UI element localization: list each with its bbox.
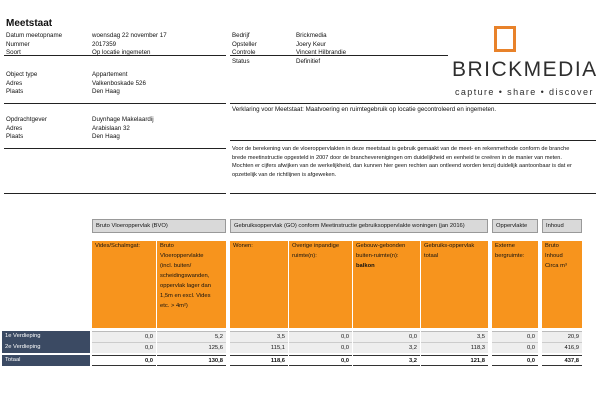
paragraph-line: Voor de berekening van de vloeroppervlakten in deze meetstaat is gebruik gemaakt van de meet- en rekenmethode conform de branche (232, 146, 570, 152)
field-label: Bedrijf (232, 32, 250, 39)
header-inhoud: Inhoud (542, 219, 582, 233)
table-cell: 416,9 (542, 342, 582, 353)
field-value: Vincent Hilbrandie (296, 49, 347, 56)
field-label: Status (232, 57, 250, 65)
field-value: Duynhage Makelaardij (92, 116, 154, 123)
table-cell: 0,0 (92, 331, 156, 342)
column-header-line: Vides/Schalmgat: (95, 243, 141, 249)
col-wonen (230, 241, 288, 328)
table-cell: 0,0 (289, 355, 352, 366)
divider (4, 55, 226, 56)
field-value: Joery Keur (296, 40, 326, 48)
column-header-bold: balkon (356, 263, 375, 269)
table-cell: 20,9 (542, 331, 582, 342)
column-header-line: Bruto (160, 243, 174, 249)
field-value: Op locatie ingemeten (92, 49, 151, 56)
column-header-line: ruimte(n): (292, 253, 317, 259)
field-value: Den Haag (92, 133, 120, 140)
col-vides (92, 241, 156, 328)
field-value: woensdag 22 november 17 (92, 32, 167, 39)
column-header-line: etc. > 4m²) (160, 303, 188, 309)
divider (230, 140, 596, 141)
field-label: Adres (6, 79, 23, 87)
column-header-line: Vloeroppervlakte (160, 253, 204, 259)
table-cell: 125,6 (157, 342, 226, 353)
column-header-line: bergruimte: (495, 253, 525, 259)
column-header-line: oppervlak lager dan (160, 283, 211, 289)
field-value: Appartement (92, 71, 128, 78)
table-cell: 437,8 (542, 355, 582, 366)
divider (4, 193, 226, 194)
table-cell: 3,5 (230, 331, 288, 342)
table-cell: 130,8 (157, 355, 226, 366)
column-header-line: Inhoud (545, 253, 563, 259)
column-header-line: Gebruiks-oppervlak (424, 243, 475, 249)
field-label: Adres (6, 124, 23, 132)
col-inhoud (542, 241, 582, 328)
col-gebouw (353, 241, 420, 328)
paragraph-line: Mochten er cijfers afwijken van de werkelijkheid, dan kunnen hier geen rechten aan ontleend worden tenzij duidelijk aantoonbaar is dat er (232, 163, 572, 170)
column-header-line: Wonen: (233, 243, 253, 249)
column-header-line: totaal (424, 253, 439, 259)
table-cell: 0,0 (492, 331, 538, 342)
paragraph-line: brede meetinstructie opgesteld in 2007 door de brancheverenigingen om duidelijkheid en eenheid te creëren in de manier van meten. (232, 154, 562, 161)
table-cell: 3,2 (353, 342, 420, 353)
col-overige (289, 241, 352, 328)
row-label: 1e Verdieping (2, 331, 90, 342)
table-cell: 115,1 (230, 342, 288, 353)
divider (230, 193, 596, 194)
column-header-line: 1,5m en excl. Vides (160, 293, 211, 299)
field-value: 2017359 (92, 40, 117, 48)
table-cell: 3,5 (421, 331, 488, 342)
logo-tagline: capture • share • discover (455, 87, 594, 97)
col-externe (492, 241, 538, 328)
table-cell: 0,0 (92, 342, 156, 353)
column-header-line: Externe (495, 243, 515, 249)
field-label: Opdrachtgever (6, 116, 47, 123)
row-label: Totaal (2, 355, 90, 366)
paragraph-line: opzettelijk van de richtlijnen is afgeweken. (232, 171, 337, 178)
table-cell: 0,0 (492, 342, 538, 353)
divider (230, 55, 448, 56)
field-value: Den Haag (92, 88, 120, 95)
field-label: Soort (6, 49, 21, 56)
col-bruto (157, 241, 226, 328)
header-oppervlakte: Oppervlakte (492, 219, 538, 233)
table-cell: 3,2 (353, 355, 420, 366)
verklaring-text: Verklaring voor Meetstaat: Maatvoering en ruimtegebruik op locatie gecontroleerd en ingemeten. (232, 106, 497, 113)
field-label: Controle (232, 49, 256, 56)
table-cell: 118,6 (230, 355, 288, 366)
logo-wordmark: BRICKMEDIA (452, 58, 598, 81)
table-cell: 0,0 (353, 331, 420, 342)
page-title: Meetstaat (6, 18, 53, 29)
row-label: 2e Verdieping (2, 342, 90, 353)
column-header-line: Circa m³ (545, 263, 567, 269)
field-label: Nummer (6, 40, 30, 48)
divider (230, 103, 596, 104)
table-cell: 5,2 (157, 331, 226, 342)
column-header-line: buiten-ruimte(n): (356, 253, 399, 259)
field-value: Arabislaan 32 (92, 124, 130, 132)
field-label: Datum meetopname (6, 32, 63, 39)
header-bvo: Bruto Vloeroppervlak (BVO) (92, 219, 226, 233)
field-label: Opsteller (232, 40, 257, 48)
column-header-line: Gebouw-gebonden (356, 243, 406, 249)
field-label: Plaats (6, 133, 24, 140)
field-label: Plaats (6, 88, 24, 95)
table-cell: 0,0 (289, 331, 352, 342)
table-cell: 0,0 (289, 342, 352, 353)
field-value: Brickmedia (296, 32, 327, 39)
field-value: Valkenboskade 526 (92, 79, 146, 87)
explanation-paragraph (232, 145, 594, 179)
divider (4, 148, 226, 149)
col-gebruik (421, 241, 488, 328)
brickmedia-logo-icon (494, 26, 516, 52)
table-cell: 0,0 (492, 355, 538, 366)
table-cell: 0,0 (92, 355, 156, 366)
field-label: Object type (6, 71, 38, 78)
column-header-line: scheidingswanden, (160, 273, 210, 279)
divider (4, 103, 226, 104)
column-header-line: Bruto (545, 243, 559, 249)
header-go: Gebruiksoppervlak (GO) conform Meetinstructie gebruiksoppervlakte woningen (jan 2016) (230, 219, 488, 233)
table-cell: 121,8 (421, 355, 488, 366)
column-header-line: Overige inpandige (292, 243, 340, 249)
column-header-line: (incl. buiten/ (160, 263, 192, 269)
field-value: Definitief (296, 57, 321, 65)
table-cell: 118,3 (421, 342, 488, 353)
